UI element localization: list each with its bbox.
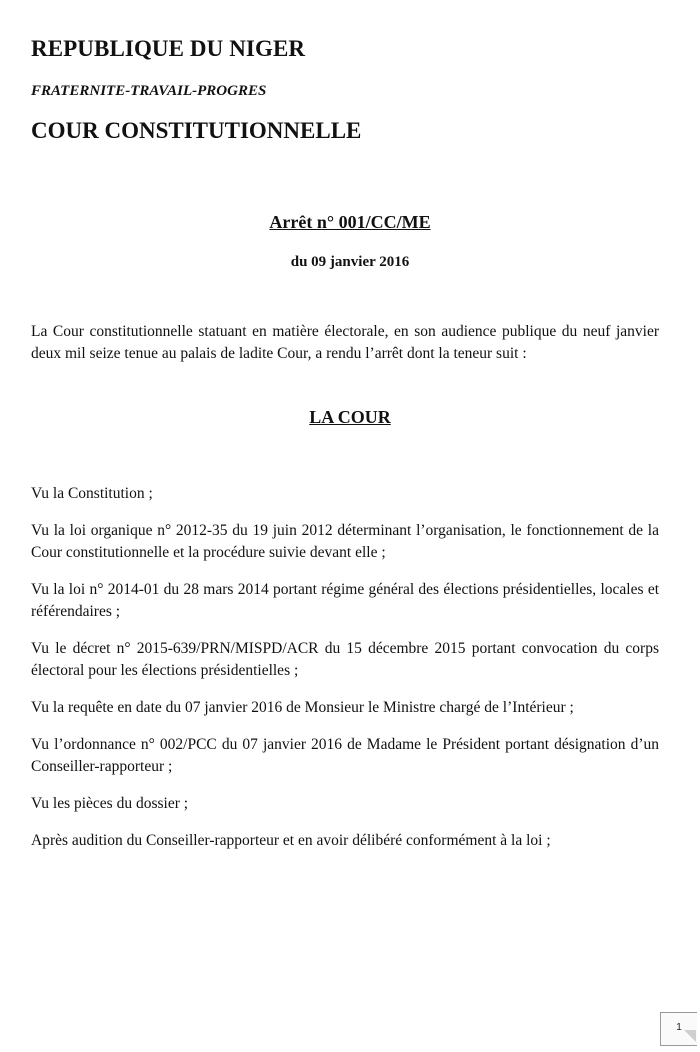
visa-item: Vu la requête en date du 07 janvier 2016 de Monsieur le Ministre chargé de l’Intérieur ; <box>31 699 574 716</box>
page-number: 1 <box>660 1012 697 1046</box>
visa-item: Vu les pièces du dossier ; <box>31 795 189 812</box>
section-title: LA COUR <box>309 407 391 427</box>
page-fold-corner <box>684 1030 696 1042</box>
national-motto: FRATERNITE-TRAVAIL-PROGRES <box>31 83 267 99</box>
intro-paragraph: La Cour constitutionnelle statuant en matière électorale, en son audience publique du neuf janvier deux mil seize tenue au palais de ladite Cour, a rendu l’arrêt dont la teneur suit : <box>31 323 659 362</box>
visa-item: Vu l’ordonnance n° 002/PCC du 07 janvier 2016 de Madame le Président portant désignation d’un Conseiller-rapporteur ; <box>31 736 659 775</box>
visa-item: Après audition du Conseiller-rapporteur et en avoir délibéré conformément à la loi ; <box>31 832 551 849</box>
visa-item: Vu la Constitution ; <box>31 485 153 502</box>
visa-item: Vu le décret n° 2015-639/PRN/MISPD/ACR du 15 décembre 2015 portant convocation du corps électoral pour les élections présidentielles ; <box>31 640 659 679</box>
visa-list <box>31 483 659 867</box>
country-heading: REPUBLIQUE DU NIGER <box>31 36 306 61</box>
decision-date: du 09 janvier 2016 <box>290 254 410 270</box>
decision-number: Arrêt n° 001/CC/ME <box>269 212 431 232</box>
visa-item: Vu la loi n° 2014-01 du 28 mars 2014 portant régime général des élections présidentielles, locales et référendaires ; <box>31 581 659 620</box>
court-heading: COUR CONSTITUTIONNELLE <box>31 118 362 143</box>
visa-item: Vu la loi organique n° 2012-35 du 19 juin 2012 déterminant l’organisation, le fonctionnement de la Cour constitutionnelle et la procédure suivie devant elle ; <box>31 522 659 561</box>
